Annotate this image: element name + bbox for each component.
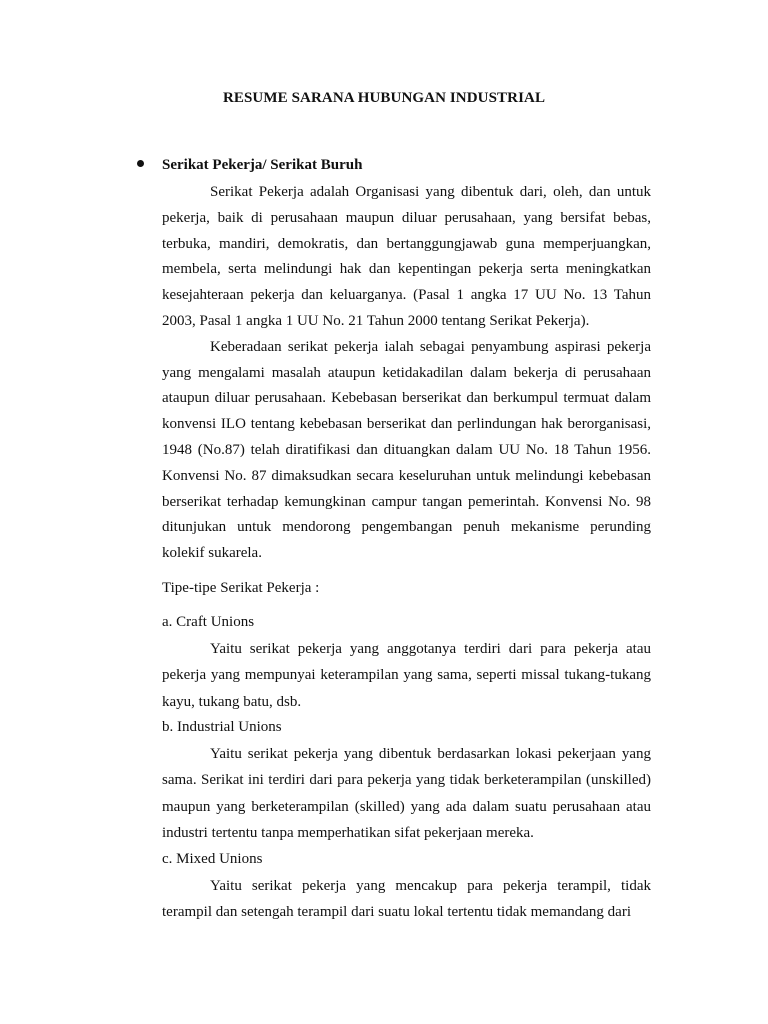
document-title: RESUME SARANA HUBUNGAN INDUSTRIAL	[222, 90, 546, 106]
type-text-craft: Yaitu serikat pekerja yang anggotanya terdiri dari para pekerja atau pekerja yang mempunyai keterampilan yang sama, seperti missal tukang-tukang kayu, tukang batu, dsb.	[162, 640, 651, 710]
type-text-mixed: Yaitu serikat pekerja yang mencakup para pekerja terampil, tidak terampil dan setengah terampil dari suatu lokal tertentu tidak memandang dari	[162, 877, 651, 921]
type-text-industrial: Yaitu serikat pekerja yang dibentuk berdasarkan lokasi pekerjaan yang sama. Serikat ini terdiri dari para pekerja yang tidak berketerampilan (unskilled) maupun yang berketerampilan (skilled) yang ada dalam suatu perusahaan atau industri tertentu tanpa memperhatikan sifat pekerjaan mereka.	[162, 745, 651, 842]
types-heading: Tipe-tipe Serikat Pekerja :	[162, 579, 320, 596]
section-body	[162, 180, 651, 926]
bullet-icon	[137, 160, 144, 167]
type-label-craft: a. Craft Unions	[162, 613, 255, 630]
type-label-mixed: c. Mixed Unions	[162, 850, 263, 867]
type-label-industrial: b. Industrial Unions	[162, 719, 282, 736]
section-heading: Serikat Pekerja/ Serikat Buruh	[162, 157, 363, 173]
paragraph-definition: Serikat Pekerja adalah Organisasi yang dibentuk dari, oleh, dan untuk pekerja, baik di perusahaan maupun diluar perusahaan, yang bersifat bebas, terbuka, mandiri, demokratis, dan bertanggungjawab guna memperjuangkan, membela, serta melindungi hak dan kepentingan pekerja serta meningkatkan kesejahteraan pekerja dan keluarganya. (Pasal 1 angka 17 UU No. 13 Tahun 2003, Pasal 1 angka 1 UU No. 21 Tahun 2000 tentang Serikat Pekerja).	[162, 184, 651, 329]
paragraph-existence: Keberadaan serikat pekerja ialah sebagai penyambung aspirasi pekerja yang mengalami masalah ataupun ketidakadilan dalam bekerja di perusahaan ataupun diluar perusahaan. Kebebasan berserikat dan berkumpul termuat dalam konvensi ILO tentang kebebasan berserikat dan perlindungan hak berorganisasi, 1948 (No.87) telah diratifikasi dan dituangkan dalam UU No. 18 Tahun 1956. Konvensi No. 87 dimaksudkan secara keseluruhan untuk melindungi kebebasan berserikat terhadap kemungkinan campur tangan pemerintah. Konvensi No. 98 ditunjukan untuk mendorong pengembangan penuh mekanisme perunding kolekif sukarela.	[162, 338, 651, 562]
